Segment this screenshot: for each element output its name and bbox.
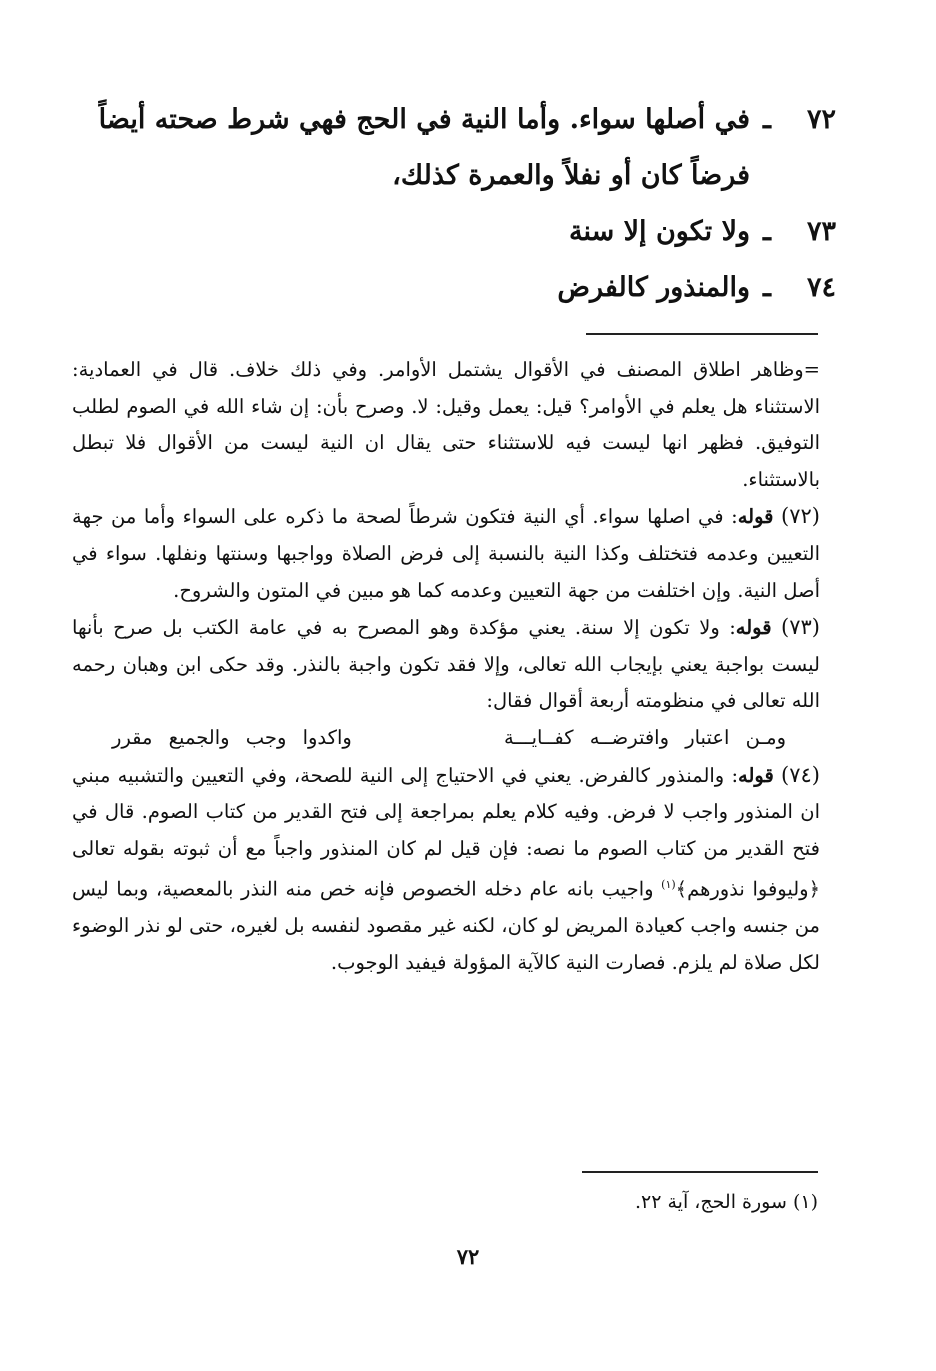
verse-dash: ـ [763, 104, 771, 135]
verse-number: ٧٤ [806, 272, 836, 303]
page-number: ٧٢ [456, 1244, 480, 1269]
separator-rule [586, 333, 818, 335]
note-text: : ولا تكون إلا سنة. يعني مؤكدة وهو المصرح به في عامة الكتب بل صرح بأنها ليست بواجبة يعني بإيجاب الله تعالى، وإلا فقد تكون واجبة بالنذر. وقد حكى ابن وهبان رحمه الله تعالى في منظومته أربعة أقوال فقال: [72, 616, 820, 713]
footnote-rule [582, 1171, 818, 1173]
poem-hemistich-left: واكدوا وجب والجميع مقرر [112, 725, 352, 749]
note-text: : والمنذور كالفرض. يعني في الاحتياج إلى النية للصحة، وفي التعيين والتشبيه مبني ان المنذور واجب لا فرض. وفيه كلام يعلم بمراجعة إلى فتح القدير من كتاب الصوم. قال في فتح القدير من كتاب الصوم ما نصه: فإن قيل لم كان المنذور واجباً مع أن ثبوته بقوله تعالى ﴿وليوفوا نذورهم﴾ [72, 763, 821, 901]
footnote-reference: (١) [661, 878, 676, 892]
verse-dash: ـ [763, 272, 771, 303]
commentary-note-73 [72, 609, 820, 720]
commentary-intro: =وظاهر اطلاق المصنف في الأقوال يشتمل الأوامر. وفي ذلك خلاف. قال في العمادية: الاستثناء هل يعلم في الأوامر؟ قيل: يعمل وقيل: لا. وصرح بأن: إن شاء الله في الصوم لطلب التوفيق. فظهر انها ليست فيه للاستثناء حتى يقال ان النية ليست من الأقوال فلا تبطل بالاستثناء. [72, 358, 820, 491]
verse-text: ولا تكون إلا سنة [569, 216, 750, 247]
footnote: (١) سورة الحج، آية ٢٢. [634, 1191, 818, 1213]
note-marker: (٧٢) [781, 504, 820, 529]
verse-dash: ـ [763, 216, 771, 247]
verse-text: في أصلها سواء. وأما النية في الحج فهي شرط صحته أيضاً [98, 104, 750, 135]
note-text-continued: واجيب بانه عام دخله الخصوص فإنه خص منه النذر بالمعصية، وبما ليس من جنسه واجب كعيادة المريض لو كان، لكنه غير مقصود لنفسه بل لغيره، حتى لو نذر الوضوء لكل صلاة لم يلزم. فصارت النية كالآية المؤولة فيفيد الوجوب. [72, 877, 820, 974]
verse-text: والمنذور كالفرض [557, 272, 750, 303]
note-text: : في اصلها سواء. أي النية فتكون شرطاً لصحة ما ذكره على السواء وأما من جهة التعيين وعدمه فتختلف وكذا النية بالنسبة إلى فرض الصلاة وواجبها وسنتها ونفلها. سواء في أصل النية. وإن اختلفت من جهة التعيين وعدمه كما هو مبين في المتون والشروح. [72, 505, 820, 602]
verse-line [96, 92, 836, 148]
note-marker: (٧٣) [781, 615, 820, 640]
note-label: قوله [737, 505, 774, 529]
verse-number: ٧٢ [806, 104, 836, 135]
note-label: قوله [735, 616, 772, 640]
verse-line [96, 260, 836, 316]
poem-hemistich-right: ومـن اعتبار وافترضــه كفــايـــة [504, 725, 786, 749]
note-label: قوله [738, 763, 774, 787]
commentary-block [72, 352, 820, 982]
note-marker: (٧٤) [781, 762, 820, 787]
verses-block [96, 92, 836, 316]
verse-continuation: فرضاً كان أو نفلاً والعمرة كذلك، [392, 160, 750, 191]
commentary-note-72 [72, 498, 820, 609]
poem-verse [112, 720, 786, 757]
verse-number: ٧٣ [806, 216, 836, 247]
verse-line [96, 204, 836, 260]
commentary-note-74 [72, 757, 820, 982]
